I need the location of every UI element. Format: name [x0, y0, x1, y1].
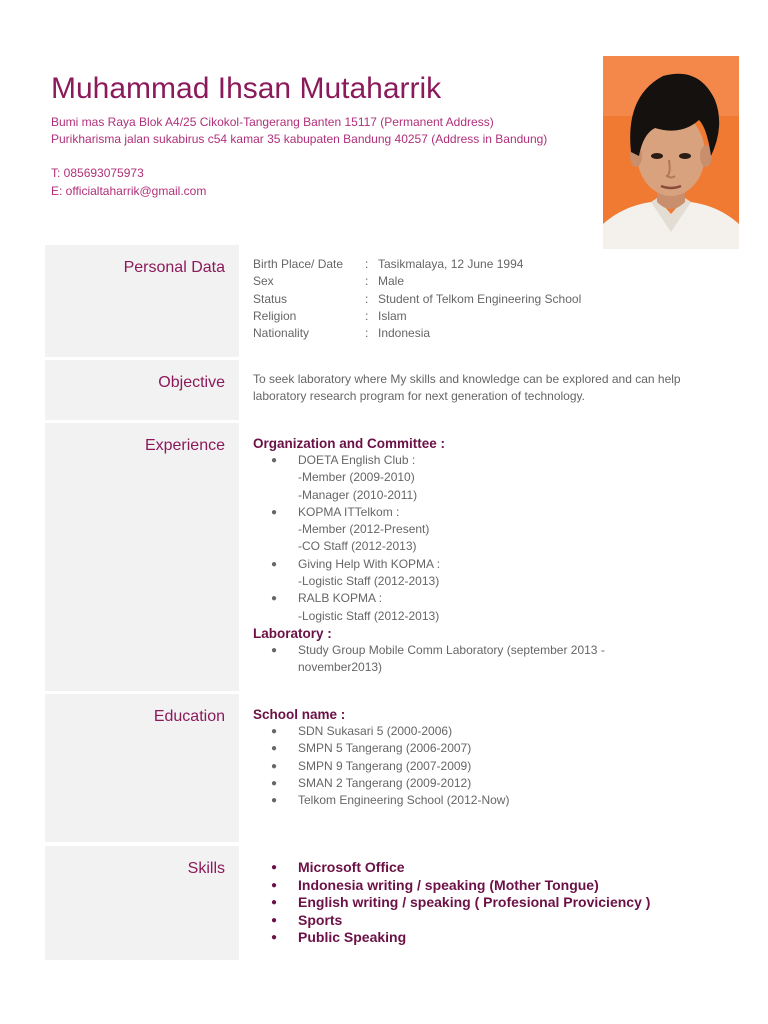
school-entry: SMAN 2 Tangerang (2009-2012) — [298, 775, 472, 790]
school-entry: SDN Sukasari 5 (2000-2006) — [298, 724, 453, 738]
list-item — [253, 504, 723, 556]
section-education — [45, 694, 739, 842]
organization-role: -Member (2012-Present) — [298, 522, 430, 537]
list-item — [253, 859, 723, 877]
profile-photo — [603, 56, 739, 249]
organization-title: Giving Help With KOPMA : — [298, 556, 441, 571]
phone-number: T: 085693075973 — [51, 166, 144, 180]
section-title-experience: Experience — [144, 437, 225, 454]
school-list — [253, 723, 723, 809]
list-item — [253, 556, 723, 591]
personal-value: Tasikmalaya, 12 June 1994 — [378, 257, 524, 271]
candidate-name: Muhammad Ihsan Mutaharrik — [51, 72, 442, 105]
bullet-icon: ● — [271, 862, 278, 873]
section-experience — [45, 423, 739, 691]
personal-key: Status — [253, 291, 288, 306]
skill-entry: Public Speaking — [298, 929, 407, 945]
laboratory-title: Study Group Mobile Comm Laboratory (september 2013 - november2013) — [298, 642, 605, 675]
laboratory-list — [253, 642, 723, 677]
skills-list — [253, 859, 723, 947]
organization-role: -CO Staff (2012-2013) — [298, 539, 417, 554]
organization-title: DOETA English Club : — [298, 453, 416, 467]
personal-data-body — [253, 256, 723, 342]
organization-title: RALB KOPMA : — [298, 591, 383, 606]
school-entry: SMPN 9 Tangerang (2007-2009) — [298, 758, 472, 773]
personal-value: Indonesia — [378, 326, 431, 341]
organization-list — [253, 452, 723, 625]
skill-entry: Indonesia writing / speaking (Mother Tongue) — [298, 876, 599, 893]
bullet-icon: ● — [271, 455, 278, 466]
personal-separator: : — [365, 257, 369, 271]
skill-entry: Microsoft Office — [298, 859, 405, 875]
resume-header — [51, 72, 591, 200]
bullet-icon: ● — [271, 558, 278, 570]
experience-body — [253, 435, 723, 677]
bullet-icon: ● — [271, 593, 278, 605]
section-title-objective: Objective — [158, 374, 225, 391]
bullet-icon: ● — [271, 506, 278, 518]
profile-photo-portrait — [603, 56, 739, 249]
personal-value: Student of Telkom Engineering School — [378, 291, 582, 306]
school-entry: SMPN 5 Tangerang (2006-2007) — [298, 741, 472, 756]
bullet-icon: ● — [271, 914, 278, 926]
personal-value: Male — [378, 274, 405, 289]
personal-key: Sex — [253, 274, 274, 289]
bandung-address: Purikharisma jalan sukabirus c54 kamar 35 kabupaten Bandung 40257 (Address in Bandung) — [51, 132, 548, 146]
bullet-icon: ● — [271, 897, 278, 908]
list-item — [253, 792, 723, 809]
skill-entry: Sports — [298, 911, 343, 928]
organization-role: -Logistic Staff (2012-2013) — [298, 608, 440, 623]
school-heading: School name : — [253, 707, 346, 722]
skill-entry: English writing / speaking ( Profesional Proviciency ) — [298, 894, 651, 910]
list-item — [253, 452, 723, 504]
organization-heading: Organization and Committee : — [253, 436, 446, 451]
section-skills — [45, 846, 739, 960]
list-item — [253, 740, 723, 757]
school-entry: Telkom Engineering School (2012-Now) — [298, 793, 510, 808]
email-address: E: officialtaharrik@gmail.com — [51, 184, 207, 198]
bullet-icon: ● — [271, 879, 278, 891]
personal-row-religion — [253, 308, 723, 325]
bullet-icon: ● — [271, 795, 278, 807]
section-title-personal-data: Personal Data — [123, 259, 225, 276]
personal-value: Islam — [378, 308, 407, 323]
organization-role: -Manager (2010-2011) — [298, 487, 418, 502]
personal-separator: : — [365, 274, 369, 289]
list-item — [253, 775, 723, 792]
organization-role: -Logistic Staff (2012-2013) — [298, 574, 440, 589]
bullet-icon: ● — [271, 743, 278, 755]
personal-row-nationality — [253, 325, 723, 342]
list-item — [253, 894, 723, 912]
bullet-icon: ● — [271, 644, 278, 656]
objective-text: To seek laboratory where My skills and knowledge can be explored and can help laboratory research program for next generation of technology. — [253, 372, 681, 404]
bullet-icon: ● — [271, 726, 278, 737]
organization-title: KOPMA ITTelkom : — [298, 504, 400, 519]
contact-block — [51, 164, 591, 200]
personal-key: Religion — [253, 308, 297, 323]
list-item — [253, 758, 723, 775]
section-personal-data — [45, 245, 739, 357]
personal-separator: : — [365, 308, 369, 323]
section-label-background — [45, 423, 239, 691]
section-title-education: Education — [153, 708, 225, 725]
personal-row-sex — [253, 273, 723, 290]
personal-row-birth — [253, 256, 723, 273]
list-item — [253, 723, 723, 740]
bullet-icon: ● — [271, 760, 278, 772]
list-item — [253, 642, 723, 677]
list-item — [253, 929, 723, 947]
permanent-address: Bumi mas Raya Blok A4/25 Cikokol-Tangerang Banten 15117 (Permanent Address) — [51, 115, 494, 129]
section-title-skills: Skills — [187, 860, 225, 877]
education-body — [253, 706, 723, 809]
personal-key: Birth Place/ Date — [253, 257, 344, 271]
section-objective — [45, 360, 739, 420]
personal-separator: : — [365, 291, 369, 306]
skills-body — [253, 859, 723, 947]
organization-role: -Member (2009-2010) — [298, 470, 415, 485]
bullet-icon: ● — [271, 932, 278, 943]
personal-row-status — [253, 291, 723, 308]
list-item — [253, 590, 723, 625]
personal-separator: : — [365, 326, 369, 341]
bullet-icon: ● — [271, 777, 278, 789]
list-item — [253, 877, 723, 895]
list-item — [253, 912, 723, 930]
personal-key: Nationality — [253, 326, 310, 341]
laboratory-heading: Laboratory : — [253, 625, 332, 641]
